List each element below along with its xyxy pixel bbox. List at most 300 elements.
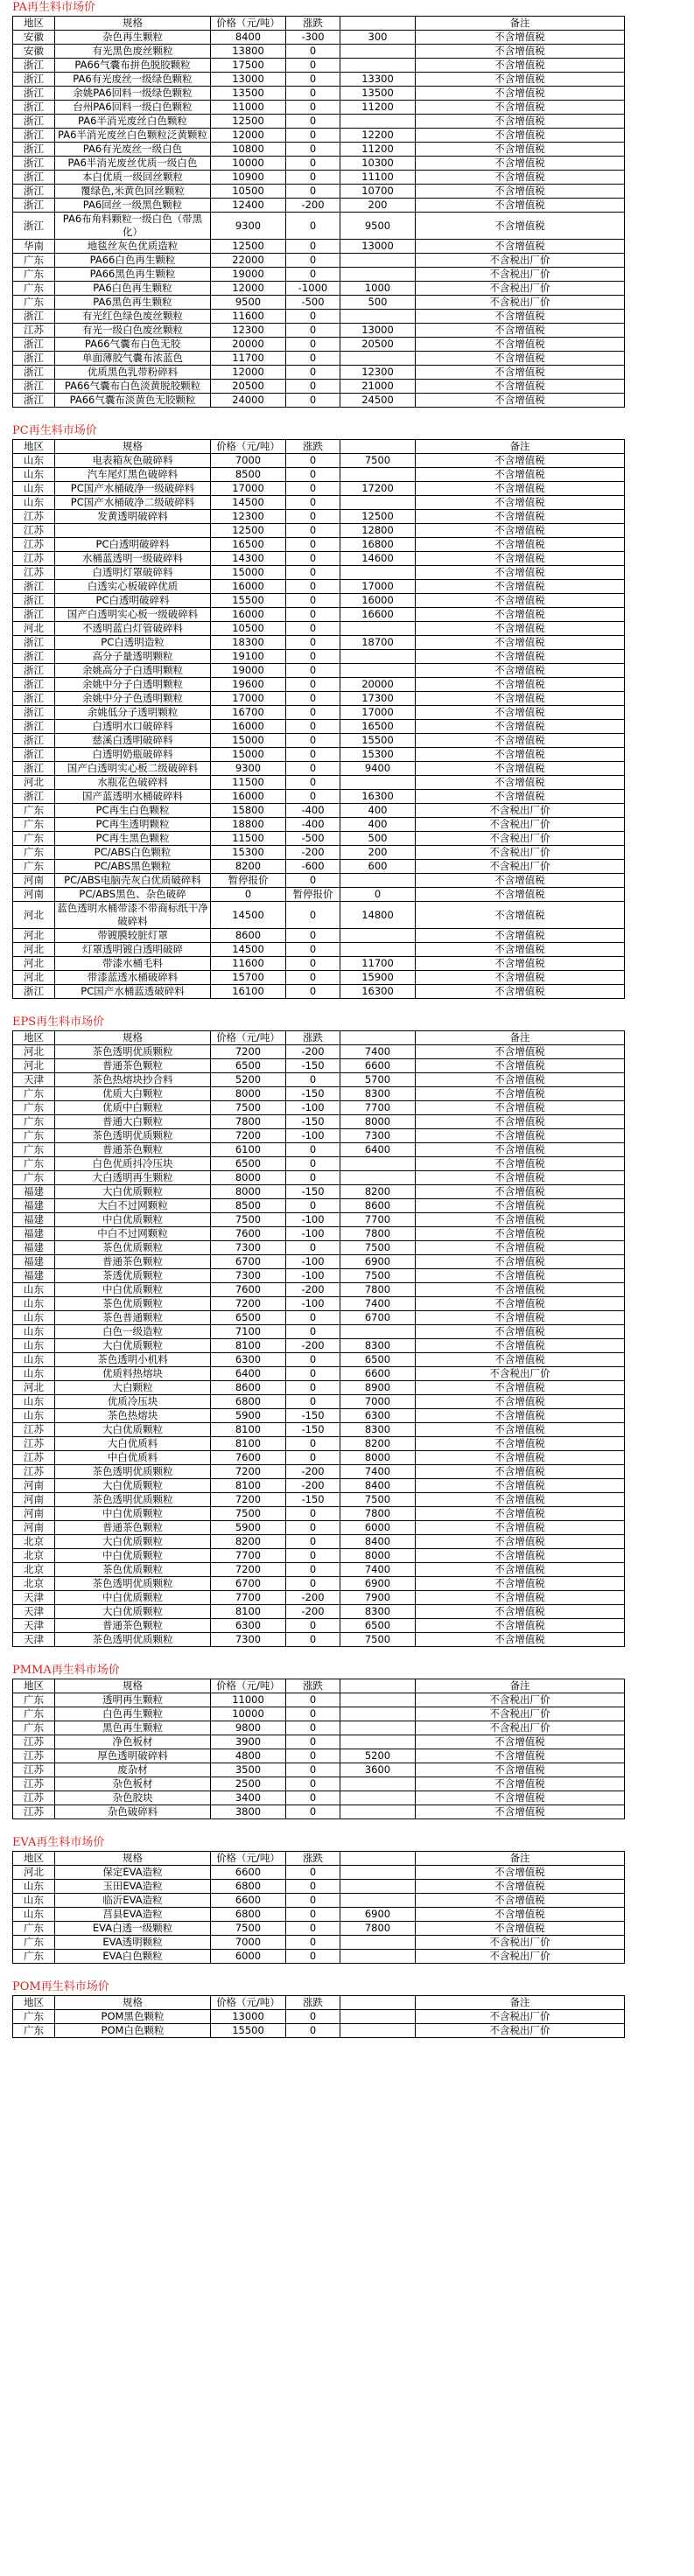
cell-region: 江苏	[13, 1805, 55, 1819]
cell-prev-price: 8200	[340, 1185, 416, 1199]
cell-region: 广东	[13, 2010, 55, 2024]
cell-prev-price	[340, 1805, 416, 1819]
cell-note: 不含增值税	[416, 157, 625, 171]
cell-price: 9300	[211, 213, 286, 240]
cell-region: 江苏	[13, 1749, 55, 1763]
cell-prev-price	[340, 664, 416, 678]
cell-change: -150	[286, 1423, 340, 1437]
cell-region: 山东	[13, 1894, 55, 1908]
header-spec: 规格	[55, 1852, 211, 1866]
cell-prev-price: 10700	[340, 185, 416, 199]
table-row	[13, 874, 625, 888]
cell-change: 0	[286, 1381, 340, 1395]
cell-note: 不含增值税	[416, 929, 625, 943]
cell-price: 7200	[211, 1045, 286, 1059]
cell-prev-price: 8600	[340, 1199, 416, 1213]
table-header-row	[13, 17, 625, 31]
cell-change: 0	[286, 1367, 340, 1381]
cell-price: 24000	[211, 394, 286, 408]
table-row	[13, 185, 625, 199]
cell-note: 不含增值税	[416, 1763, 625, 1777]
cell-prev-price: 3600	[340, 1763, 416, 1777]
cell-region: 山东	[13, 1367, 55, 1381]
cell-spec: 覆绿色,米黄色回丝颗粒	[55, 185, 211, 199]
cell-change: 0	[286, 664, 340, 678]
cell-change: -150	[286, 1115, 340, 1129]
cell-price: 7600	[211, 1451, 286, 1465]
cell-note: 不含增值税	[416, 87, 625, 101]
cell-prev-price	[340, 59, 416, 73]
cell-price: 12500	[211, 240, 286, 254]
cell-prev-price	[340, 1735, 416, 1749]
header-region: 地区	[13, 440, 55, 454]
table-row	[13, 734, 625, 748]
cell-price: 6600	[211, 1866, 286, 1880]
cell-spec: 白透明奶瓶破碎料	[55, 748, 211, 762]
table-row	[13, 1908, 625, 1922]
cell-change: 0	[286, 185, 340, 199]
cell-price: 6700	[211, 1255, 286, 1269]
cell-prev-price: 8000	[340, 1549, 416, 1563]
cell-region: 河北	[13, 943, 55, 957]
cell-spec: 有光黑色废丝颗粒	[55, 45, 211, 59]
cell-spec: 净色板材	[55, 1735, 211, 1749]
cell-change: -150	[286, 1185, 340, 1199]
cell-prev-price	[340, 115, 416, 129]
cell-change: -400	[286, 804, 340, 818]
table-row	[13, 1707, 625, 1721]
cell-region: 浙江	[13, 213, 55, 240]
section-title: PA再生料市场价	[12, 1, 95, 14]
header-spec: 规格	[55, 440, 211, 454]
table-row	[13, 1936, 625, 1950]
cell-region: 广东	[13, 1115, 55, 1129]
cell-spec: 茶色普通颗粒	[55, 1311, 211, 1325]
table-row	[13, 143, 625, 157]
section-title: POM再生料市场价	[12, 1980, 109, 1993]
cell-spec: 优质黑色乳带粉碎料	[55, 366, 211, 380]
cell-spec: 蓝色透明水桶带漆不带商标纸干净破碎料	[55, 902, 211, 929]
cell-change: 0	[286, 1563, 340, 1577]
cell-note: 不含增值税	[416, 1437, 625, 1451]
cell-prev-price: 8000	[340, 1451, 416, 1465]
cell-note: 不含增值税	[416, 971, 625, 985]
cell-spec: 大白不过网颗粒	[55, 1199, 211, 1213]
cell-spec: 电表箱灰色破碎料	[55, 454, 211, 468]
cell-spec: 发黄透明破碎料	[55, 510, 211, 524]
cell-prev-price: 7800	[340, 1922, 416, 1936]
cell-change: -100	[286, 1297, 340, 1311]
cell-note: 不含增值税	[416, 1059, 625, 1073]
cell-spec: PC/ABS黑色颗粒	[55, 860, 211, 874]
cell-region: 浙江	[13, 129, 55, 143]
cell-change: 0	[286, 468, 340, 482]
cell-note: 不含税出厂价	[416, 296, 625, 310]
cell-spec: 大白优质颗粒	[55, 1423, 211, 1437]
cell-change: -100	[286, 1269, 340, 1283]
cell-price: 19000	[211, 664, 286, 678]
cell-note: 不含增值税	[416, 185, 625, 199]
cell-change: 0	[286, 552, 340, 566]
cell-spec: 废杂材	[55, 1763, 211, 1777]
cell-change: -1000	[286, 282, 340, 296]
cell-price: 8100	[211, 1605, 286, 1619]
cell-region: 山东	[13, 1325, 55, 1339]
table-row	[13, 524, 625, 538]
cell-prev-price: 17300	[340, 692, 416, 706]
cell-region: 浙江	[13, 706, 55, 720]
cell-change: 0	[286, 1749, 340, 1763]
cell-change: -150	[286, 1409, 340, 1423]
cell-prev-price	[340, 566, 416, 580]
cell-change: -150	[286, 1087, 340, 1101]
cell-price: 15000	[211, 734, 286, 748]
cell-price: 12400	[211, 199, 286, 213]
cell-price: 6800	[211, 1880, 286, 1894]
cell-prev-price: 14800	[340, 902, 416, 929]
cell-prev-price: 15300	[340, 748, 416, 762]
cell-spec: 黑色再生颗粒	[55, 1721, 211, 1735]
cell-price: 6800	[211, 1908, 286, 1922]
cell-region: 江苏	[13, 1423, 55, 1437]
cell-spec: 临沂EVA造粒	[55, 1894, 211, 1908]
cell-region: 浙江	[13, 338, 55, 352]
cell-price: 8600	[211, 1381, 286, 1395]
cell-spec: 厚色透明破碎料	[55, 1749, 211, 1763]
table-row	[13, 1171, 625, 1185]
cell-prev-price	[340, 776, 416, 790]
cell-region: 河北	[13, 902, 55, 929]
cell-note: 不含增值税	[416, 45, 625, 59]
cell-region: 浙江	[13, 608, 55, 622]
cell-note: 不含增值税	[416, 1283, 625, 1297]
cell-spec: 白透明灯罩破碎料	[55, 566, 211, 580]
cell-price: 13500	[211, 87, 286, 101]
cell-region: 北京	[13, 1577, 55, 1591]
cell-price: 10500	[211, 185, 286, 199]
table-row	[13, 608, 625, 622]
cell-note: 不含增值税	[416, 352, 625, 366]
cell-price: 16000	[211, 790, 286, 804]
cell-region: 广东	[13, 1936, 55, 1950]
cell-price: 20500	[211, 380, 286, 394]
cell-prev-price: 7400	[340, 1465, 416, 1479]
cell-prev-price: 20000	[340, 678, 416, 692]
cell-spec: POM黑色颗粒	[55, 2010, 211, 2024]
cell-spec: PA6半消光废丝白色颗粒	[55, 115, 211, 129]
cell-prev-price	[340, 874, 416, 888]
cell-price: 7600	[211, 1227, 286, 1241]
table-row	[13, 254, 625, 268]
cell-note: 不含增值税	[416, 692, 625, 706]
cell-region: 河北	[13, 776, 55, 790]
table-row	[13, 971, 625, 985]
cell-spec: 有光红色绿色废丝颗粒	[55, 310, 211, 324]
cell-note: 不含增值税	[416, 762, 625, 776]
cell-prev-price: 11200	[340, 101, 416, 115]
cell-change: 0	[286, 1894, 340, 1908]
price-section	[12, 1663, 694, 1819]
cell-price: 2500	[211, 1777, 286, 1791]
cell-change: 0	[286, 171, 340, 185]
cell-note: 不含增值税	[416, 1880, 625, 1894]
header-spec: 规格	[55, 1996, 211, 2010]
cell-region: 北京	[13, 1549, 55, 1563]
cell-note: 不含税出厂价	[416, 1693, 625, 1707]
cell-change: 0	[286, 971, 340, 985]
header-prev-price	[340, 1852, 416, 1866]
cell-change: 0	[286, 1451, 340, 1465]
cell-region: 山东	[13, 454, 55, 468]
cell-price: 20000	[211, 338, 286, 352]
cell-region: 广东	[13, 1143, 55, 1157]
cell-note: 不含增值税	[416, 776, 625, 790]
cell-prev-price: 7500	[340, 1269, 416, 1283]
cell-prev-price: 13000	[340, 324, 416, 338]
cell-prev-price: 17000	[340, 706, 416, 720]
table-row	[13, 1227, 625, 1241]
table-row	[13, 87, 625, 101]
table-row	[13, 101, 625, 115]
cell-region: 浙江	[13, 790, 55, 804]
table-row	[13, 566, 625, 580]
cell-prev-price: 6300	[340, 1409, 416, 1423]
cell-price: 7500	[211, 1507, 286, 1521]
table-row	[13, 171, 625, 185]
table-row	[13, 552, 625, 566]
cell-spec: 有光一级白色废丝颗粒	[55, 324, 211, 338]
cell-price: 7200	[211, 1563, 286, 1577]
table-row	[13, 1633, 625, 1647]
cell-note: 不含增值税	[416, 366, 625, 380]
table-row	[13, 538, 625, 552]
cell-spec: PC国产水桶破净二级破碎料	[55, 496, 211, 510]
cell-note: 不含增值税	[416, 1465, 625, 1479]
cell-change: -100	[286, 1129, 340, 1143]
cell-price: 7100	[211, 1325, 286, 1339]
cell-region: 河南	[13, 888, 55, 902]
cell-price: 7300	[211, 1633, 286, 1647]
cell-price: 3900	[211, 1735, 286, 1749]
table-row	[13, 1381, 625, 1395]
cell-change: 0	[286, 352, 340, 366]
cell-prev-price: 7700	[340, 1213, 416, 1227]
cell-change: -200	[286, 1339, 340, 1353]
cell-spec: PA6黑色再生颗粒	[55, 296, 211, 310]
cell-price: 6300	[211, 1619, 286, 1633]
cell-price: 14500	[211, 496, 286, 510]
cell-region: 山东	[13, 482, 55, 496]
table-row	[13, 1777, 625, 1791]
cell-prev-price: 6600	[340, 1059, 416, 1073]
cell-prev-price	[340, 1157, 416, 1171]
cell-prev-price: 24500	[340, 394, 416, 408]
cell-prev-price: 8900	[340, 1381, 416, 1395]
cell-spec: PC/ABS黑色、杂色破碎	[55, 888, 211, 902]
cell-price: 7200	[211, 1129, 286, 1143]
cell-prev-price: 12200	[340, 129, 416, 143]
cell-spec: POM白色颗粒	[55, 2024, 211, 2038]
cell-note: 不含增值税	[416, 1297, 625, 1311]
cell-spec: 汽车尾灯黑色破碎料	[55, 468, 211, 482]
table-row	[13, 1339, 625, 1353]
cell-change: 0	[286, 366, 340, 380]
cell-change: 0	[286, 1866, 340, 1880]
cell-spec: EVA白色颗粒	[55, 1950, 211, 1964]
cell-note: 不含增值税	[416, 790, 625, 804]
cell-region: 浙江	[13, 720, 55, 734]
cell-change: 0	[286, 608, 340, 622]
cell-prev-price: 7900	[340, 1591, 416, 1605]
cell-spec: PA6有光废丝一级绿色颗粒	[55, 73, 211, 87]
cell-change: 0	[286, 874, 340, 888]
cell-price: 12500	[211, 115, 286, 129]
cell-region: 浙江	[13, 59, 55, 73]
cell-price: 8000	[211, 1185, 286, 1199]
cell-spec: 带漆蓝透水桶破碎料	[55, 971, 211, 985]
cell-note: 不含增值税	[416, 874, 625, 888]
cell-change: 0	[286, 1619, 340, 1633]
cell-price: 13000	[211, 73, 286, 87]
table-row	[13, 510, 625, 524]
cell-prev-price: 6600	[340, 1367, 416, 1381]
cell-price: 7700	[211, 1591, 286, 1605]
cell-region: 广东	[13, 832, 55, 846]
cell-spec: 茶色透明优质颗粒	[55, 1493, 211, 1507]
cell-price: 7600	[211, 1283, 286, 1297]
cell-change: -150	[286, 1493, 340, 1507]
cell-price: 16000	[211, 720, 286, 734]
cell-spec: 茶色热熔块	[55, 1409, 211, 1423]
cell-price: 16500	[211, 538, 286, 552]
cell-region: 河北	[13, 957, 55, 971]
cell-region: 广东	[13, 1129, 55, 1143]
table-row	[13, 762, 625, 776]
price-table	[12, 16, 625, 408]
cell-price: 7200	[211, 1493, 286, 1507]
cell-prev-price: 6400	[340, 1143, 416, 1157]
header-note: 备注	[416, 1996, 625, 2010]
cell-change: 0	[286, 1073, 340, 1087]
header-change: 涨跌	[286, 1679, 340, 1693]
header-price: 价格（元/吨）	[211, 1031, 286, 1045]
cell-spec: EVA透明颗粒	[55, 1936, 211, 1950]
table-row	[13, 1423, 625, 1437]
cell-note: 不含税出厂价	[416, 846, 625, 860]
table-row	[13, 985, 625, 999]
cell-change: 0	[286, 143, 340, 157]
cell-region: 福建	[13, 1213, 55, 1227]
cell-note: 不含增值税	[416, 101, 625, 115]
cell-note: 不含增值税	[416, 580, 625, 594]
cell-note: 不含增值税	[416, 1507, 625, 1521]
cell-price: 9500	[211, 296, 286, 310]
cell-spec: EVA白透一级颗粒	[55, 1922, 211, 1936]
cell-change: 0	[286, 1395, 340, 1409]
cell-prev-price: 12800	[340, 524, 416, 538]
table-row	[13, 888, 625, 902]
cell-note: 不含增值税	[416, 1577, 625, 1591]
header-price: 价格（元/吨）	[211, 1852, 286, 1866]
cell-note: 不含增值税	[416, 748, 625, 762]
cell-region: 浙江	[13, 664, 55, 678]
cell-prev-price	[340, 1894, 416, 1908]
cell-prev-price: 7400	[340, 1045, 416, 1059]
cell-region: 浙江	[13, 734, 55, 748]
table-row	[13, 2024, 625, 2038]
cell-prev-price	[340, 1936, 416, 1950]
cell-spec: PA66气囊布淡黄色无胶颗粒	[55, 394, 211, 408]
cell-spec: 白色优质抖冷压块	[55, 1157, 211, 1171]
cell-change: 0	[286, 1577, 340, 1591]
cell-spec: PC国产水桶破净一级破碎料	[55, 482, 211, 496]
table-row	[13, 2010, 625, 2024]
cell-price: 8100	[211, 1479, 286, 1493]
cell-note: 不含税出厂价	[416, 254, 625, 268]
cell-note: 不含增值税	[416, 566, 625, 580]
cell-change: 0	[286, 482, 340, 496]
cell-change: 0	[286, 622, 340, 636]
cell-region: 广东	[13, 1707, 55, 1721]
cell-spec: 余姚中分子白透明颗粒	[55, 678, 211, 692]
table-row	[13, 957, 625, 971]
cell-region: 浙江	[13, 692, 55, 706]
cell-prev-price: 7500	[340, 1493, 416, 1507]
cell-region: 广东	[13, 804, 55, 818]
cell-price: 6500	[211, 1059, 286, 1073]
price-table	[12, 1995, 625, 2038]
cell-spec: 大白透明再生颗粒	[55, 1171, 211, 1185]
cell-region: 广东	[13, 296, 55, 310]
table-header-row	[13, 1031, 625, 1045]
cell-price: 12000	[211, 282, 286, 296]
cell-spec: 国产白透明实心板一级破碎料	[55, 608, 211, 622]
cell-region: 北京	[13, 1563, 55, 1577]
cell-note: 不含增值税	[416, 1805, 625, 1819]
cell-change: 0	[286, 115, 340, 129]
table-row	[13, 1185, 625, 1199]
table-row	[13, 59, 625, 73]
cell-prev-price: 14600	[340, 552, 416, 566]
cell-change: 0	[286, 1936, 340, 1950]
cell-note: 不含税出厂价	[416, 1721, 625, 1735]
cell-price: 12500	[211, 524, 286, 538]
cell-spec: 中白优质颗粒	[55, 1591, 211, 1605]
cell-prev-price	[340, 1693, 416, 1707]
cell-region: 浙江	[13, 636, 55, 650]
cell-price: 14500	[211, 902, 286, 929]
cell-prev-price: 300	[340, 31, 416, 45]
header-note: 备注	[416, 1852, 625, 1866]
cell-change: -100	[286, 1101, 340, 1115]
cell-spec: 单面薄胶气囊布浓蓝色	[55, 352, 211, 366]
table-row	[13, 31, 625, 45]
table-row	[13, 1451, 625, 1465]
cell-note: 不含税出厂价	[416, 2010, 625, 2024]
cell-spec: 杂色再生颗粒	[55, 31, 211, 45]
cell-note: 不含增值税	[416, 240, 625, 254]
cell-note: 不含增值税	[416, 706, 625, 720]
cell-price: 7700	[211, 1549, 286, 1563]
cell-spec: 茶色优质颗粒	[55, 1297, 211, 1311]
cell-change: 0	[286, 1707, 340, 1721]
cell-prev-price: 8300	[340, 1423, 416, 1437]
cell-region: 江苏	[13, 1735, 55, 1749]
cell-spec: 大白优质料	[55, 1437, 211, 1451]
cell-change: 0	[286, 129, 340, 143]
cell-region: 江苏	[13, 566, 55, 580]
cell-region: 河南	[13, 1479, 55, 1493]
